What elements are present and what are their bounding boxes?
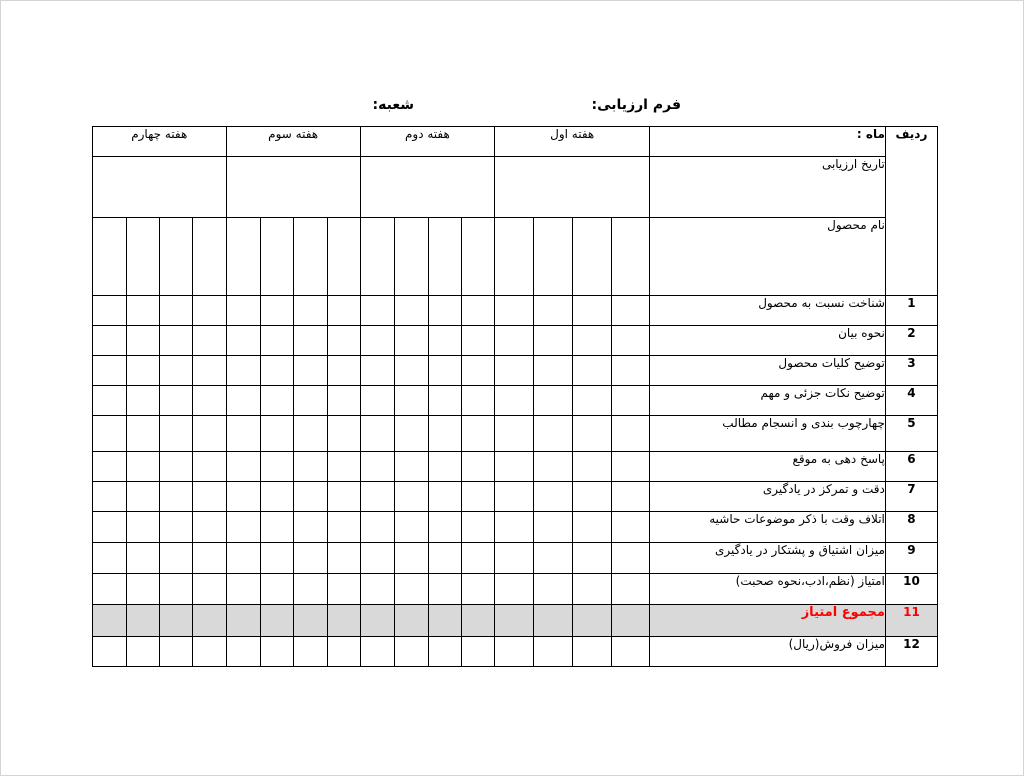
score-cell[interactable]: [534, 326, 573, 356]
score-cell[interactable]: [461, 482, 494, 512]
criteria-label: اتلاف وقت با ذکر موضوعات حاشیه: [650, 512, 886, 543]
criteria-label: چهارچوب بندی و انسجام مطالب: [650, 416, 886, 452]
score-cell[interactable]: [360, 356, 394, 386]
product-cell[interactable]: [495, 218, 534, 296]
score-cell[interactable]: [573, 416, 612, 452]
product-cell[interactable]: [428, 218, 461, 296]
score-cell[interactable]: [428, 296, 461, 326]
row-number: 7: [885, 482, 937, 512]
criteria-row: [93, 326, 938, 356]
criteria-label: میزان اشتیاق و پشتکار در یادگیری: [650, 543, 886, 574]
score-cell[interactable]: [360, 296, 394, 326]
score-cell[interactable]: [327, 512, 360, 543]
product-cell[interactable]: [394, 218, 428, 296]
product-cell[interactable]: [327, 218, 360, 296]
date-cell-week-2[interactable]: [360, 157, 494, 218]
score-cell[interactable]: [127, 326, 160, 356]
score-cell[interactable]: [360, 605, 394, 637]
score-cell[interactable]: [127, 574, 160, 605]
score-cell[interactable]: [127, 452, 160, 482]
product-cell[interactable]: [573, 218, 612, 296]
score-cell[interactable]: [612, 356, 650, 386]
score-cell[interactable]: [573, 543, 612, 574]
row-number: 1: [885, 296, 937, 326]
row-number: 5: [885, 416, 937, 452]
date-cell-week-4[interactable]: [93, 157, 227, 218]
score-cell[interactable]: [260, 452, 293, 482]
score-cell[interactable]: [193, 637, 226, 667]
score-cell[interactable]: [360, 326, 394, 356]
row-number: 4: [885, 386, 937, 416]
score-cell[interactable]: [226, 543, 260, 574]
score-cell[interactable]: [226, 326, 260, 356]
score-cell[interactable]: [394, 452, 428, 482]
criteria-row: [93, 637, 938, 667]
criteria-label: پاسخ دهی به موقع: [650, 452, 886, 482]
score-cell[interactable]: [428, 326, 461, 356]
score-cell[interactable]: [461, 386, 494, 416]
score-cell[interactable]: [160, 512, 193, 543]
score-cell[interactable]: [394, 386, 428, 416]
score-cell[interactable]: [534, 605, 573, 637]
score-cell[interactable]: [612, 386, 650, 416]
row-number: 10: [885, 574, 937, 605]
score-cell[interactable]: [160, 326, 193, 356]
score-cell[interactable]: [260, 386, 293, 416]
score-cell[interactable]: [534, 543, 573, 574]
score-cell[interactable]: [495, 452, 534, 482]
score-cell[interactable]: [193, 356, 226, 386]
date-cell-week-1[interactable]: [495, 157, 650, 218]
score-cell[interactable]: [193, 574, 226, 605]
criteria-label: امتیاز (نظم،ادب،نحوه صحبت): [650, 574, 886, 605]
score-cell[interactable]: [293, 356, 327, 386]
score-cell[interactable]: [260, 296, 293, 326]
score-cell[interactable]: [327, 605, 360, 637]
score-cell[interactable]: [193, 416, 226, 452]
score-cell[interactable]: [226, 452, 260, 482]
score-cell[interactable]: [534, 574, 573, 605]
score-cell[interactable]: [461, 326, 494, 356]
criteria-row: [93, 574, 938, 605]
score-cell[interactable]: [612, 296, 650, 326]
score-cell[interactable]: [93, 512, 127, 543]
score-cell[interactable]: [394, 326, 428, 356]
score-cell[interactable]: [394, 605, 428, 637]
score-cell[interactable]: [193, 296, 226, 326]
score-cell[interactable]: [360, 637, 394, 667]
branch-label: شعبه:: [372, 97, 414, 113]
score-cell[interactable]: [160, 296, 193, 326]
score-cell[interactable]: [127, 482, 160, 512]
score-cell[interactable]: [534, 296, 573, 326]
week-header-1: هفته اول: [495, 127, 650, 157]
score-cell[interactable]: [428, 605, 461, 637]
score-cell[interactable]: [461, 296, 494, 326]
criteria-row: [93, 356, 938, 386]
score-cell[interactable]: [260, 605, 293, 637]
product-cell[interactable]: [193, 218, 226, 296]
score-cell[interactable]: [612, 512, 650, 543]
score-cell[interactable]: [612, 482, 650, 512]
score-cell[interactable]: [193, 512, 226, 543]
criteria-row: [93, 482, 938, 512]
score-cell[interactable]: [260, 482, 293, 512]
score-cell[interactable]: [360, 482, 394, 512]
form-title: فرم ارزیابی:: [591, 97, 681, 113]
criteria-row: [93, 543, 938, 574]
score-cell[interactable]: [428, 416, 461, 452]
score-cell[interactable]: [226, 482, 260, 512]
score-cell[interactable]: [193, 482, 226, 512]
score-cell[interactable]: [327, 416, 360, 452]
score-cell[interactable]: [534, 356, 573, 386]
score-cell[interactable]: [293, 574, 327, 605]
score-cell[interactable]: [160, 605, 193, 637]
criteria-label: مجموع امتیاز: [650, 605, 886, 637]
score-cell[interactable]: [93, 326, 127, 356]
score-cell[interactable]: [260, 543, 293, 574]
month-label: ماه :: [650, 127, 886, 157]
score-cell[interactable]: [428, 512, 461, 543]
score-cell[interactable]: [327, 482, 360, 512]
score-cell[interactable]: [226, 386, 260, 416]
score-cell[interactable]: [293, 452, 327, 482]
score-cell[interactable]: [293, 637, 327, 667]
score-cell[interactable]: [260, 416, 293, 452]
criteria-label: نحوه بیان: [650, 326, 886, 356]
score-cell[interactable]: [612, 637, 650, 667]
score-cell[interactable]: [160, 574, 193, 605]
score-cell[interactable]: [573, 637, 612, 667]
score-cell[interactable]: [461, 416, 494, 452]
score-cell[interactable]: [160, 637, 193, 667]
score-cell[interactable]: [573, 605, 612, 637]
score-cell[interactable]: [293, 543, 327, 574]
score-cell[interactable]: [160, 482, 193, 512]
score-cell[interactable]: [495, 543, 534, 574]
score-cell[interactable]: [260, 356, 293, 386]
score-cell[interactable]: [461, 637, 494, 667]
score-cell[interactable]: [160, 386, 193, 416]
score-cell[interactable]: [327, 326, 360, 356]
row-number: 6: [885, 452, 937, 482]
score-cell[interactable]: [293, 386, 327, 416]
score-cell[interactable]: [394, 296, 428, 326]
product-name-label: نام محصول: [650, 218, 886, 296]
score-cell[interactable]: [293, 605, 327, 637]
product-cell[interactable]: [461, 218, 494, 296]
score-cell[interactable]: [612, 543, 650, 574]
score-cell[interactable]: [534, 452, 573, 482]
score-cell[interactable]: [360, 512, 394, 543]
date-cell-week-3[interactable]: [226, 157, 360, 218]
score-cell[interactable]: [127, 386, 160, 416]
product-cell[interactable]: [360, 218, 394, 296]
score-cell[interactable]: [573, 356, 612, 386]
score-cell[interactable]: [327, 574, 360, 605]
product-cell[interactable]: [293, 218, 327, 296]
criteria-label: میزان فروش(ریال): [650, 637, 886, 667]
criteria-row: [93, 512, 938, 543]
score-cell[interactable]: [127, 296, 160, 326]
score-cell[interactable]: [394, 482, 428, 512]
score-cell[interactable]: [612, 416, 650, 452]
criteria-label: دقت و تمرکز در یادگیری: [650, 482, 886, 512]
score-cell[interactable]: [428, 574, 461, 605]
criteria-row: [93, 296, 938, 326]
criteria-row: [93, 452, 938, 482]
score-cell[interactable]: [394, 356, 428, 386]
row-number: 2: [885, 326, 937, 356]
evaluation-date-label: تاریخ ارزیابی: [650, 157, 886, 218]
score-cell[interactable]: [93, 605, 127, 637]
score-cell[interactable]: [534, 386, 573, 416]
score-cell[interactable]: [495, 356, 534, 386]
score-cell[interactable]: [612, 326, 650, 356]
product-cell[interactable]: [160, 218, 193, 296]
score-cell[interactable]: [260, 637, 293, 667]
score-cell[interactable]: [127, 637, 160, 667]
score-cell[interactable]: [573, 482, 612, 512]
score-cell[interactable]: [193, 326, 226, 356]
score-cell[interactable]: [93, 296, 127, 326]
score-cell[interactable]: [394, 512, 428, 543]
criteria-row: [93, 605, 938, 637]
score-cell[interactable]: [360, 386, 394, 416]
score-cell[interactable]: [226, 512, 260, 543]
score-cell[interactable]: [293, 326, 327, 356]
score-cell[interactable]: [534, 512, 573, 543]
score-cell[interactable]: [360, 574, 394, 605]
score-cell[interactable]: [226, 296, 260, 326]
score-cell[interactable]: [226, 416, 260, 452]
score-cell[interactable]: [193, 605, 226, 637]
score-cell[interactable]: [93, 416, 127, 452]
score-cell[interactable]: [93, 452, 127, 482]
score-cell[interactable]: [573, 512, 612, 543]
score-cell[interactable]: [93, 356, 127, 386]
score-cell[interactable]: [127, 356, 160, 386]
evaluation-table: [92, 126, 938, 667]
score-cell[interactable]: [93, 574, 127, 605]
score-cell[interactable]: [573, 296, 612, 326]
score-cell[interactable]: [428, 356, 461, 386]
score-cell[interactable]: [160, 452, 193, 482]
score-cell[interactable]: [428, 452, 461, 482]
score-cell[interactable]: [327, 452, 360, 482]
criteria-label: شناخت نسبت به محصول: [650, 296, 886, 326]
score-cell[interactable]: [495, 512, 534, 543]
score-cell[interactable]: [394, 637, 428, 667]
score-cell[interactable]: [461, 574, 494, 605]
score-cell[interactable]: [428, 637, 461, 667]
week-header-3: هفته سوم: [226, 127, 360, 157]
score-cell[interactable]: [293, 416, 327, 452]
score-cell[interactable]: [461, 512, 494, 543]
score-cell[interactable]: [293, 296, 327, 326]
score-cell[interactable]: [612, 452, 650, 482]
score-cell[interactable]: [428, 482, 461, 512]
score-cell[interactable]: [160, 543, 193, 574]
row-number: 8: [885, 512, 937, 543]
score-cell[interactable]: [428, 386, 461, 416]
criteria-label: توضیح کلیات محصول: [650, 356, 886, 386]
score-cell[interactable]: [226, 637, 260, 667]
score-cell[interactable]: [193, 543, 226, 574]
score-cell[interactable]: [327, 356, 360, 386]
score-cell[interactable]: [193, 452, 226, 482]
score-cell[interactable]: [93, 637, 127, 667]
score-cell[interactable]: [327, 637, 360, 667]
score-cell[interactable]: [495, 637, 534, 667]
row-number: 11: [885, 605, 937, 637]
score-cell[interactable]: [534, 637, 573, 667]
criteria-row: [93, 386, 938, 416]
score-cell[interactable]: [293, 512, 327, 543]
product-cell[interactable]: [127, 218, 160, 296]
score-cell[interactable]: [534, 416, 573, 452]
score-cell[interactable]: [193, 386, 226, 416]
product-cell[interactable]: [260, 218, 293, 296]
score-cell[interactable]: [260, 512, 293, 543]
row-number: 12: [885, 637, 937, 667]
score-cell[interactable]: [127, 512, 160, 543]
score-cell[interactable]: [93, 543, 127, 574]
score-cell[interactable]: [226, 356, 260, 386]
score-cell[interactable]: [612, 605, 650, 637]
score-cell[interactable]: [461, 605, 494, 637]
score-cell[interactable]: [495, 296, 534, 326]
score-cell[interactable]: [394, 543, 428, 574]
score-cell[interactable]: [93, 482, 127, 512]
score-cell[interactable]: [573, 452, 612, 482]
score-cell[interactable]: [327, 296, 360, 326]
score-cell[interactable]: [160, 356, 193, 386]
score-cell[interactable]: [226, 574, 260, 605]
score-cell[interactable]: [495, 326, 534, 356]
week-header-4: هفته چهارم: [93, 127, 227, 157]
product-cell[interactable]: [612, 218, 650, 296]
score-cell[interactable]: [93, 386, 127, 416]
score-cell[interactable]: [534, 482, 573, 512]
criteria-row: [93, 416, 938, 452]
score-cell[interactable]: [327, 543, 360, 574]
score-cell[interactable]: [226, 605, 260, 637]
score-cell[interactable]: [495, 386, 534, 416]
score-cell[interactable]: [127, 605, 160, 637]
score-cell[interactable]: [127, 543, 160, 574]
score-cell[interactable]: [573, 326, 612, 356]
product-cell[interactable]: [226, 218, 260, 296]
score-cell[interactable]: [573, 574, 612, 605]
score-cell[interactable]: [394, 416, 428, 452]
score-cell[interactable]: [293, 482, 327, 512]
row-number: 9: [885, 543, 937, 574]
product-cell[interactable]: [534, 218, 573, 296]
score-cell[interactable]: [260, 326, 293, 356]
score-cell[interactable]: [461, 356, 494, 386]
score-cell[interactable]: [461, 543, 494, 574]
criteria-label: توضیح نکات جزئی و مهم: [650, 386, 886, 416]
week-header-2: هفته دوم: [360, 127, 494, 157]
score-cell[interactable]: [612, 574, 650, 605]
product-cell[interactable]: [93, 218, 127, 296]
radif-header: ردیف: [885, 127, 937, 296]
score-cell[interactable]: [327, 386, 360, 416]
row-number: 3: [885, 356, 937, 386]
score-cell[interactable]: [394, 574, 428, 605]
score-cell[interactable]: [573, 386, 612, 416]
score-cell[interactable]: [495, 482, 534, 512]
score-cell[interactable]: [495, 416, 534, 452]
score-cell[interactable]: [260, 574, 293, 605]
score-cell[interactable]: [360, 416, 394, 452]
score-cell[interactable]: [360, 543, 394, 574]
score-cell[interactable]: [461, 452, 494, 482]
score-cell[interactable]: [495, 574, 534, 605]
score-cell[interactable]: [127, 416, 160, 452]
score-cell[interactable]: [495, 605, 534, 637]
score-cell[interactable]: [428, 543, 461, 574]
score-cell[interactable]: [160, 416, 193, 452]
score-cell[interactable]: [360, 452, 394, 482]
